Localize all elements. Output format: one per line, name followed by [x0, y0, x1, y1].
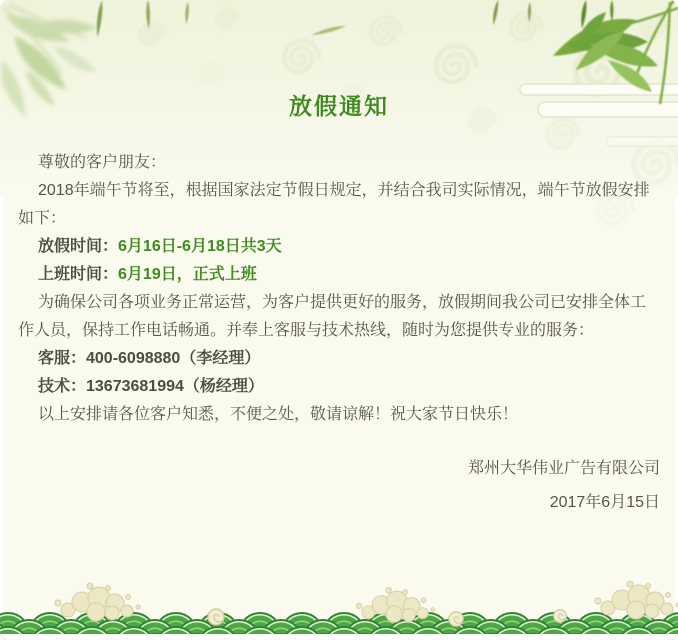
greeting-line: 尊敬的客户朋友： — [38, 154, 167, 171]
work-time-line — [18, 261, 660, 289]
holiday-time-line — [18, 233, 660, 261]
foam-curl-icon — [554, 610, 567, 623]
holiday-time-value: 6月16日-6月18日共3天 — [118, 238, 282, 255]
service-paragraph: 为确保公司各项业务正常运营，为客户提供更好的服务，放假期间我公司已安排全体工作人员，保持工作电话畅通。并奉上客服与技术热线，随时为您提供专业的服务： — [18, 294, 647, 339]
notice-content — [0, 88, 678, 517]
notice-date: 2017年6月15日 — [549, 494, 660, 511]
work-time-value: 6月19日，正式上班 — [118, 266, 257, 283]
work-time-label: 上班时间： — [38, 266, 119, 283]
foam-curl-icon — [208, 609, 224, 625]
service-hotline-line: 客服：400-6098880（李经理） — [38, 350, 261, 367]
sea-foam-icon — [356, 587, 434, 622]
company-signature: 郑州大华伟业广告有限公司 — [467, 460, 660, 477]
tech-hotline-line: 技术：13673681994（杨经理） — [38, 378, 264, 395]
notice-title: 放假通知 — [289, 93, 389, 119]
intro-paragraph: 2018年端午节将至，根据国家法定节假日规定，并结合我司实际情况，端午节放假安排如下： — [18, 182, 650, 227]
closing-paragraph: 以上安排请各位客户知悉，不便之处，敬请谅解！祝大家节日快乐！ — [38, 406, 519, 423]
foam-curl-icon — [449, 612, 463, 626]
notice-body — [0, 149, 678, 517]
sea-foam-icon — [595, 581, 678, 619]
holiday-time-label: 放假时间： — [38, 238, 119, 255]
bottom-white-strip — [0, 634, 678, 640]
sea-foam-icon — [55, 583, 140, 621]
